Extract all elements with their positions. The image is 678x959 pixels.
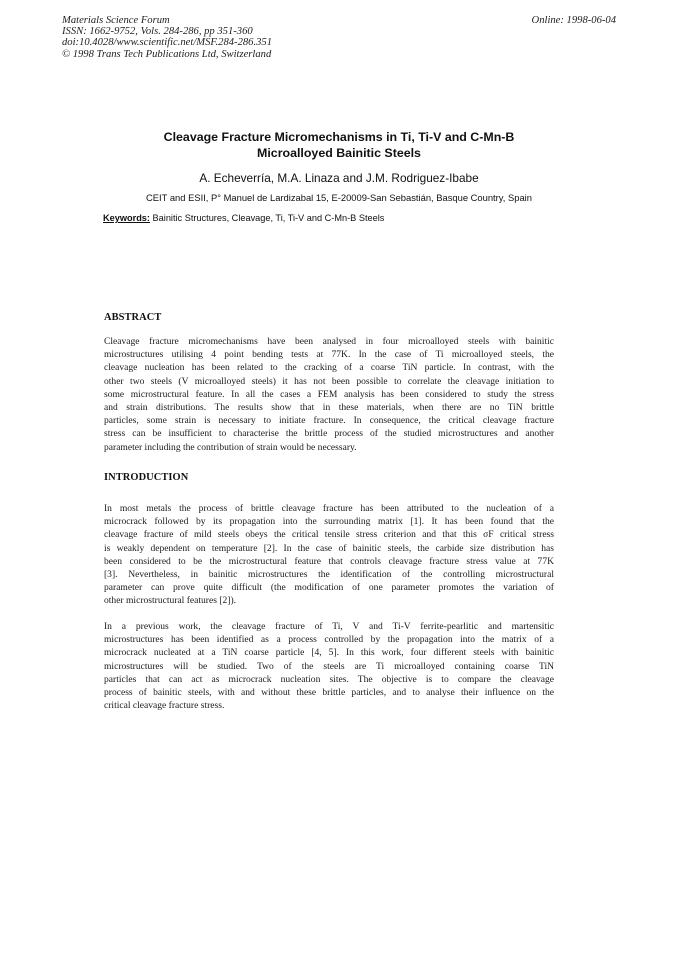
text-line: cleavage nucleation has been related to the cracking of a coarse TiN particle. In contrast, with the: [104, 362, 554, 374]
issn-line: ISSN: 1662-9752, Vols. 284-286, pp 351-360: [62, 26, 253, 38]
text-line: particles that can act as microcrack nucleation sites. The objective is to compare the cleavage: [104, 673, 554, 685]
text-line: other two steels (V microalloyed steels) it has not been possible to correlate the cleavage initiation to: [104, 375, 554, 387]
text-line: Cleavage fracture micromechanisms have been analysed in four microalloyed steels with bainitic: [104, 336, 554, 347]
abstract-paragraph: [104, 335, 554, 454]
title-line: Microalloyed Bainitic Steels: [257, 145, 421, 160]
text-line: microstructures utilising 4 point bending tests at 77K. In the case of Ti microalloyed steels, the: [104, 349, 554, 361]
keywords-line: [103, 213, 384, 223]
text-line: stress can be insufficient to characterise the brittle process of the studied microstructures and another: [104, 428, 554, 440]
text-line: In a previous work, the cleavage fracture of Ti, V and Ti-V ferrite-pearlitic and martensitic: [104, 621, 554, 632]
online-date: Online: 1998-06-04: [531, 15, 616, 26]
keywords-text: Bainitic Structures, Cleavage, Ti, Ti-V and C-Mn-B Steels: [149, 213, 385, 223]
text-line: process of bainitic steels, with and without these brittle particles, and to analyse their influence on the: [104, 687, 554, 699]
text-line: other microstructural features [2]).: [104, 595, 237, 607]
text-line: and strain distributions. The results show that in these materials, when there are no TiN brittle: [104, 402, 554, 414]
text-line: microstructures will be studied. Two of the steels are Ti microalloyed containing coarse TiN: [104, 660, 554, 672]
text-line: [3]. Nevertheless, in bainitic microstructures the identification of the controlling microstructural: [104, 569, 554, 581]
introduction-paragraph-1: [104, 502, 554, 608]
text-line: cleavage fracture of mild steels obeys the critical tensile stress criterion and that this σF critical stress: [104, 529, 554, 541]
text-line: been considered to be the microstructural feature that controls cleavage fracture stress value at 77K: [104, 555, 554, 567]
copyright-line: © 1998 Trans Tech Publications Ltd, Switzerland: [62, 48, 272, 60]
text-line: parameter including the contribution of strain would be necessary.: [104, 441, 357, 453]
title-line: Cleavage Fracture Micromechanisms in Ti, Ti-V and C-Mn-B: [163, 130, 515, 144]
keywords-label: Keywords:: [103, 213, 150, 223]
affiliation: CEIT and ESII, P° Manuel de Lardizabal 15, E-20009-San Sebastián, Basque Country, Spain: [146, 192, 532, 203]
text-line: In most metals the process of brittle cleavage fracture has been attributed to the nucleation of a: [104, 503, 554, 514]
text-line: critical cleavage fracture stress.: [104, 700, 225, 712]
journal-name: Materials Science Forum: [62, 15, 170, 26]
text-line: parameter can prove quite difficult (the modification of one parameter promotes the variation of: [104, 582, 554, 594]
author-list: A. Echeverría, M.A. Linaza and J.M. Rodriguez-Ibabe: [199, 171, 479, 185]
text-line: some microstructural feature. In all the cases a FEM analysis has been considered to study the stress: [104, 388, 554, 400]
journal-header: [62, 15, 616, 60]
doi-line[interactable]: doi:10.4028/www.scientific.net/MSF.284-286.351: [62, 37, 272, 49]
introduction-heading: INTRODUCTION: [104, 472, 189, 483]
abstract-heading: ABSTRACT: [104, 312, 162, 323]
text-line: microcrack followed by its propagation into the surrounding matrix [1]. It has been found that the: [104, 516, 554, 528]
introduction-paragraph-2: [104, 620, 554, 712]
text-line: is weakly dependent on temperature [2]. In the case of bainitic steels, the carbide size distribution has: [104, 542, 554, 554]
text-line: particles, some strain is necessary to initiate fracture. In consequence, the critical cleavage fracture: [104, 415, 554, 427]
paper-title: [80, 130, 598, 161]
text-line: microcrack nucleated at a TiN coarse particle [4, 5]. In this work, four different steels with bainitic: [104, 647, 554, 659]
text-line: microstructures has been identified as a process controlled by the propagation into the matrix of a: [104, 634, 554, 646]
